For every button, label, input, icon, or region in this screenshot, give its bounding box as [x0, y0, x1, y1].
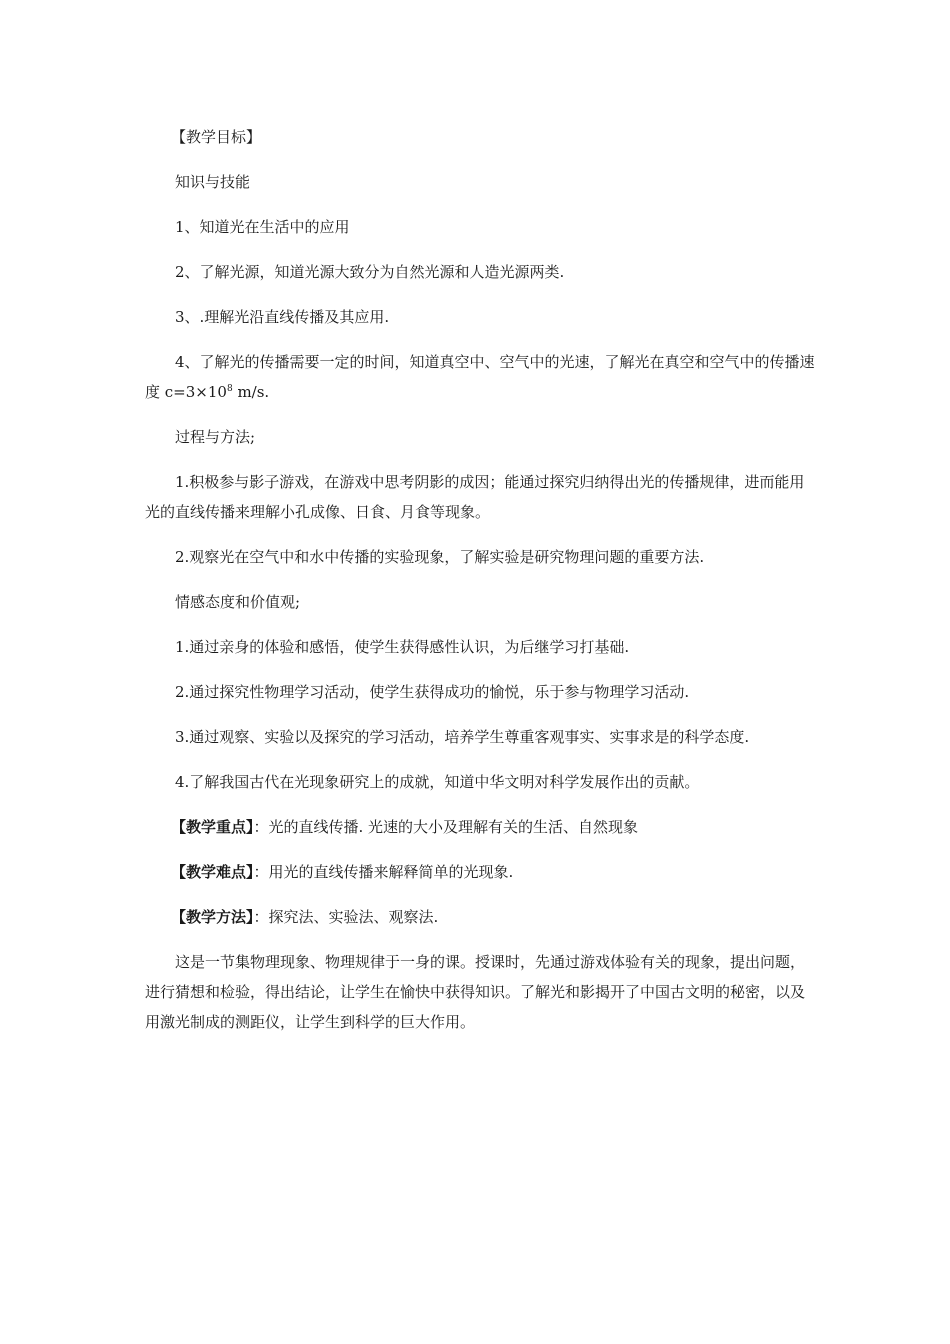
- emotion-item-3: 3.通过观察、实验以及探究的学习活动，培养学生尊重客观事实、实事求是的科学态度.: [175, 728, 750, 746]
- difficulty-line: [145, 857, 815, 887]
- knowledge-subheading: 知识与技能: [175, 173, 251, 191]
- method-label: 【教学方法】: [171, 908, 254, 926]
- emotion-item-1: 1.通过亲身的体验和感悟，使学生获得感性认识，为后继学习打基础.: [175, 638, 630, 656]
- emotion-item-4: 4.了解我国古代在光现象研究上的成就，知道中华文明对科学发展作出的贡献。: [175, 773, 700, 791]
- knowledge-item-4-unit: m/s.: [232, 383, 270, 401]
- lesson-summary: 这是一节集物理现象、物理规律于一身的课。授课时，先通过游戏体验有关的现象，提出问题，进行猜想和检验，得出结论，让学生在愉快中获得知识。了解光和影揭开了中国古文明的秘密，以及用激光制成的测距仪，让学生到科学的巨大作用。: [145, 953, 806, 1031]
- focus-label: 【教学重点】: [171, 818, 254, 836]
- emotion-item-2: 2.通过探究性物理学习活动，使学生获得成功的愉悦，乐于参与物理学习活动.: [175, 683, 690, 701]
- method-text: ：探究法、实验法、观察法.: [253, 908, 439, 926]
- objectives-heading: 【教学目标】: [171, 128, 262, 146]
- document-body: [145, 122, 815, 1052]
- exponent: 8: [226, 384, 233, 394]
- process-item-2: 2.观察光在空气中和水中传播的实验现象，了解实验是研究物理问题的重要方法.: [175, 548, 705, 566]
- knowledge-item-3: 3、.理解光沿直线传播及其应用.: [175, 308, 390, 326]
- process-item-1: 1.积极参与影子游戏，在游戏中思考阴影的成因；能通过探究归纳得出光的传播规律，进而能用光的直线传播来理解小孔成像、日食、月食等现象。: [145, 473, 805, 521]
- difficulty-label: 【教学难点】: [171, 863, 254, 881]
- focus-text: ：光的直线传播. 光速的大小及理解有关的生活、自然现象: [253, 818, 639, 836]
- difficulty-text: ：用光的直线传播来解释简单的光现象.: [253, 863, 514, 881]
- emotion-subheading: 情感态度和价值观;: [175, 593, 301, 611]
- method-line: [145, 902, 815, 932]
- knowledge-item-4-text: 4、了解光的传播需要一定的时间，知道真空中、空气中的光速，了解光在真空和空气中的传播速度 c=3×10: [145, 353, 815, 401]
- knowledge-item-2: 2、了解光源，知道光源大致分为自然光源和人造光源两类.: [175, 263, 565, 281]
- knowledge-item-1: 1、知道光在生活中的应用: [175, 218, 350, 236]
- focus-line: [145, 812, 815, 842]
- knowledge-item-4: [145, 347, 815, 407]
- process-subheading: 过程与方法;: [175, 428, 256, 446]
